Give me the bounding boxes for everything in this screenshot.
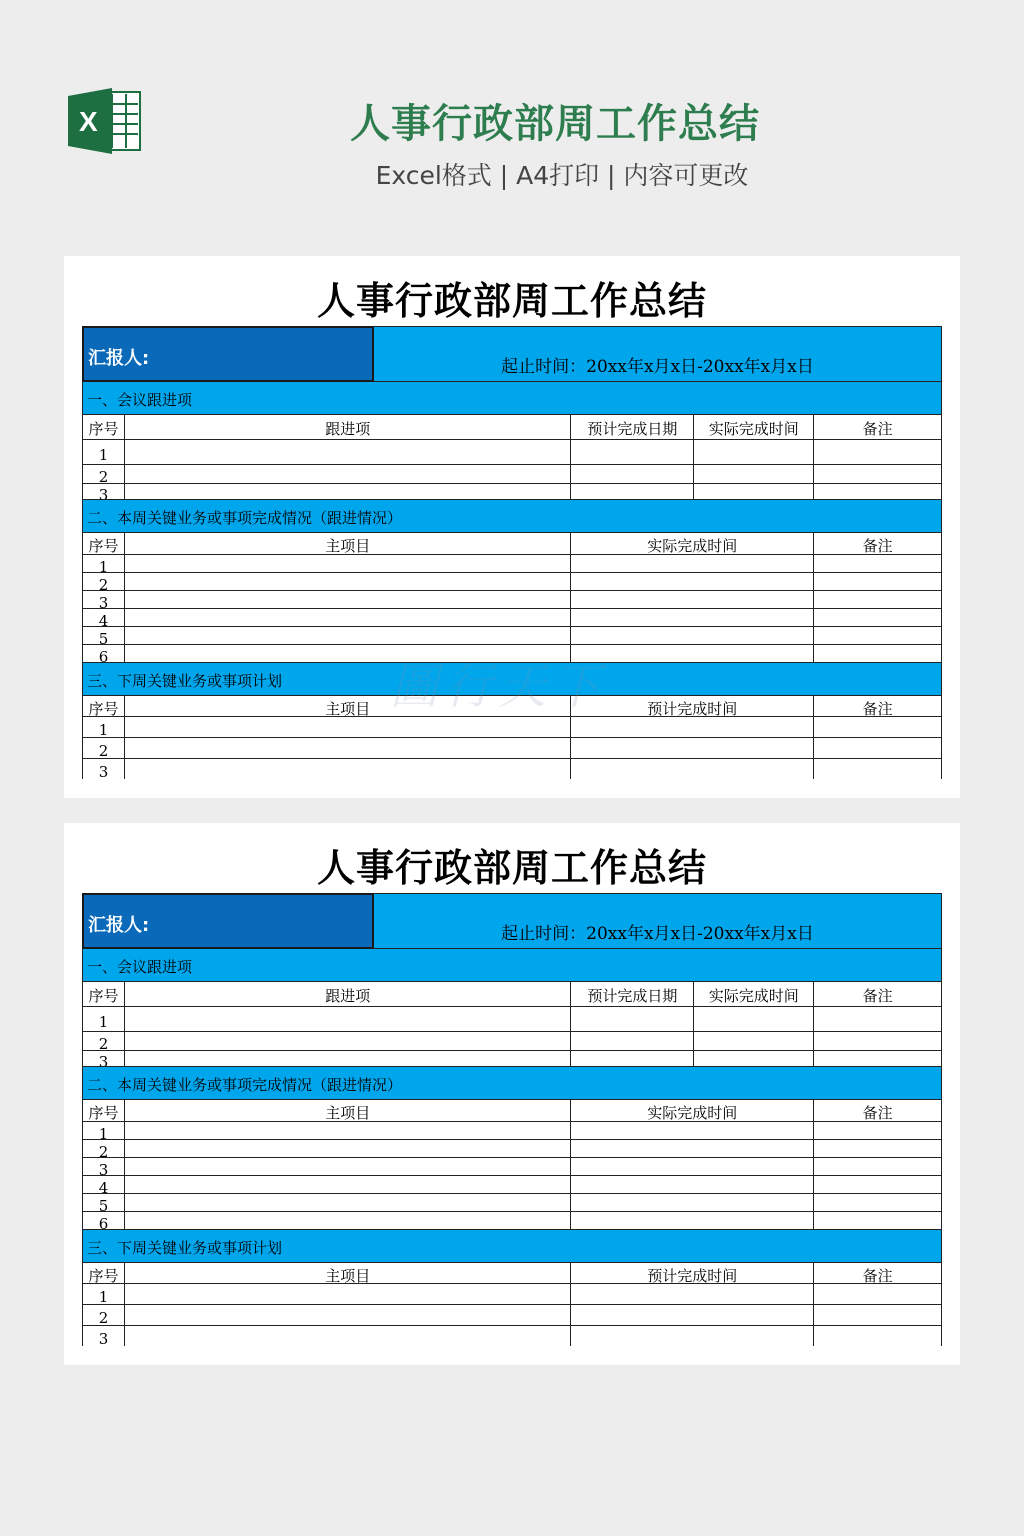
col-header: 序号 — [83, 532, 125, 555]
table-header — [82, 1099, 942, 1122]
table-row — [82, 1158, 942, 1176]
table-cell[interactable] — [125, 738, 571, 759]
table-cell[interactable] — [694, 1032, 814, 1051]
col-header: 序号 — [83, 695, 125, 717]
row-number: 2 — [83, 1032, 125, 1051]
table-cell[interactable] — [571, 1284, 814, 1305]
row-number: 2 — [83, 1305, 125, 1326]
table-cell[interactable] — [814, 1158, 942, 1176]
table-cell[interactable] — [571, 591, 814, 609]
table-cell[interactable] — [125, 1194, 571, 1212]
col-header: 主项目 — [125, 1099, 571, 1122]
row-number: 3 — [83, 759, 125, 779]
row-number: 3 — [83, 1051, 125, 1067]
section-title: 二、本周关键业务或事项完成情况（跟进情况） — [82, 500, 942, 532]
col-header: 备注 — [814, 981, 942, 1007]
table-cell[interactable] — [814, 440, 942, 465]
reporter-label[interactable]: 汇报人: — [82, 893, 374, 949]
col-header: 跟进项 — [125, 981, 571, 1007]
table-cell[interactable] — [571, 738, 814, 759]
table-header — [82, 414, 942, 440]
table-cell[interactable] — [125, 1051, 571, 1067]
table-cell[interactable] — [125, 717, 571, 738]
table-row — [82, 440, 942, 465]
table-cell[interactable] — [125, 609, 571, 627]
row-number: 1 — [83, 555, 125, 573]
table-row — [82, 573, 942, 591]
table-cell[interactable] — [571, 1122, 814, 1140]
col-header: 主项目 — [125, 532, 571, 555]
table-cell[interactable] — [125, 1284, 571, 1305]
sheet-title: 人事行政部周工作总结 — [316, 846, 707, 890]
table-cell[interactable] — [694, 484, 814, 500]
col-header: 实际完成时间 — [571, 532, 814, 555]
section-title: 三、下周关键业务或事项计划 — [82, 663, 942, 695]
table-cell[interactable] — [125, 1212, 571, 1230]
col-header: 预计完成时间 — [571, 695, 814, 717]
page-subtitle: Excel格式 | A4打印 | 内容可更改 — [375, 161, 749, 190]
table-row — [82, 1122, 942, 1140]
table-row — [82, 1051, 942, 1067]
table-cell[interactable] — [814, 1007, 942, 1032]
table-row — [82, 591, 942, 609]
reporter-row — [82, 893, 942, 949]
table-row — [82, 1194, 942, 1212]
table-cell[interactable] — [814, 1122, 942, 1140]
col-header: 序号 — [83, 981, 125, 1007]
table-cell[interactable] — [571, 1051, 694, 1067]
table-cell[interactable] — [571, 1176, 814, 1194]
col-header: 备注 — [814, 532, 942, 555]
table-cell[interactable] — [125, 465, 571, 484]
section-title: 三、下周关键业务或事项计划 — [82, 1230, 942, 1262]
table-cell[interactable] — [125, 573, 571, 591]
table-row — [82, 717, 942, 738]
table-cell[interactable] — [814, 591, 942, 609]
table-cell[interactable] — [814, 627, 942, 645]
table-cell[interactable] — [694, 465, 814, 484]
row-number: 3 — [83, 1326, 125, 1346]
table-cell[interactable] — [814, 1051, 942, 1067]
table-row — [82, 465, 942, 484]
row-number: 1 — [83, 440, 125, 465]
table-row — [82, 1007, 942, 1032]
table-cell[interactable] — [694, 1007, 814, 1032]
table-row — [82, 1176, 942, 1194]
col-header: 备注 — [814, 1099, 942, 1122]
table-cell[interactable] — [814, 555, 942, 573]
table-cell[interactable] — [571, 484, 694, 500]
table-cell[interactable] — [571, 1007, 694, 1032]
watermark: 圖行天下 — [390, 659, 607, 715]
row-number: 2 — [83, 1140, 125, 1158]
col-header: 备注 — [814, 1262, 942, 1284]
table-cell[interactable] — [125, 1032, 571, 1051]
row-number: 1 — [83, 1122, 125, 1140]
table-cell[interactable] — [571, 1326, 814, 1346]
table-header — [82, 532, 942, 555]
table-row — [82, 627, 942, 645]
table-cell[interactable] — [571, 717, 814, 738]
table-cell[interactable] — [571, 1194, 814, 1212]
col-header: 预计完成日期 — [571, 981, 694, 1007]
table-cell[interactable] — [814, 1305, 942, 1326]
excel-icon-letter: X — [79, 106, 98, 137]
table-cell[interactable] — [571, 627, 814, 645]
table-cell[interactable] — [814, 1194, 942, 1212]
table-cell[interactable] — [814, 645, 942, 663]
table-cell[interactable] — [694, 440, 814, 465]
table-cell[interactable] — [571, 759, 814, 779]
row-number: 3 — [83, 1158, 125, 1176]
table-cell[interactable] — [571, 440, 694, 465]
table-cell[interactable] — [571, 573, 814, 591]
section-title: 一、会议跟进项 — [82, 949, 942, 981]
table-cell[interactable] — [571, 1158, 814, 1176]
table-cell[interactable] — [125, 1176, 571, 1194]
table-row — [82, 1305, 942, 1326]
table-cell[interactable] — [125, 627, 571, 645]
table-cell[interactable] — [125, 555, 571, 573]
col-header: 实际完成时间 — [694, 414, 814, 440]
row-number: 1 — [83, 1284, 125, 1305]
table-cell[interactable] — [814, 1176, 942, 1194]
table-row — [82, 1140, 942, 1158]
table-cell[interactable] — [125, 591, 571, 609]
row-number: 2 — [83, 465, 125, 484]
table-cell[interactable] — [125, 440, 571, 465]
col-header: 跟进项 — [125, 414, 571, 440]
reporter-row — [82, 326, 942, 382]
col-header: 预计完成日期 — [571, 414, 694, 440]
table-cell[interactable] — [814, 1140, 942, 1158]
row-number: 5 — [83, 1194, 125, 1212]
sheet-preview-2 — [64, 823, 960, 1365]
row-number: 2 — [83, 738, 125, 759]
report-table — [82, 893, 942, 1346]
table-cell[interactable] — [125, 1140, 571, 1158]
table-cell[interactable] — [814, 717, 942, 738]
col-header: 备注 — [814, 414, 942, 440]
col-header: 序号 — [83, 1262, 125, 1284]
table-cell[interactable] — [571, 1032, 694, 1051]
table-row — [82, 1284, 942, 1305]
col-header: 主项目 — [125, 695, 571, 717]
row-number: 1 — [83, 1007, 125, 1032]
table-cell[interactable] — [814, 465, 942, 484]
table-cell[interactable] — [571, 1212, 814, 1230]
page-title: 人事行政部周工作总结 — [350, 101, 760, 147]
table-cell[interactable] — [125, 1122, 571, 1140]
table-cell[interactable] — [571, 1140, 814, 1158]
table-cell[interactable] — [571, 1305, 814, 1326]
row-number: 1 — [83, 717, 125, 738]
table-cell[interactable] — [571, 609, 814, 627]
row-number: 4 — [83, 609, 125, 627]
table-cell[interactable] — [125, 1305, 571, 1326]
section-title: 二、本周关键业务或事项完成情况（跟进情况） — [82, 1067, 942, 1099]
col-header: 实际完成时间 — [571, 1099, 814, 1122]
table-row — [82, 738, 942, 759]
row-number: 2 — [83, 573, 125, 591]
table-cell[interactable] — [814, 484, 942, 500]
table-row — [82, 1212, 942, 1230]
table-cell[interactable] — [694, 1051, 814, 1067]
col-header: 主项目 — [125, 1262, 571, 1284]
row-number: 3 — [83, 591, 125, 609]
table-cell[interactable] — [125, 1158, 571, 1176]
table-cell[interactable] — [125, 759, 571, 779]
row-number: 6 — [83, 1212, 125, 1230]
table-cell[interactable] — [814, 1284, 942, 1305]
table-cell[interactable] — [814, 1212, 942, 1230]
table-row — [82, 484, 942, 500]
table-row — [82, 1032, 942, 1051]
table-cell[interactable] — [571, 465, 694, 484]
sheet-title: 人事行政部周工作总结 — [316, 279, 707, 323]
table-cell[interactable] — [814, 759, 942, 779]
table-cell[interactable] — [814, 1032, 942, 1051]
col-header: 序号 — [83, 1099, 125, 1122]
table-header — [82, 981, 942, 1007]
reporter-label[interactable]: 汇报人: — [82, 326, 374, 382]
table-cell[interactable] — [125, 1326, 571, 1346]
table-cell[interactable] — [125, 484, 571, 500]
table-row — [82, 555, 942, 573]
table-cell[interactable] — [571, 555, 814, 573]
col-header: 备注 — [814, 695, 942, 717]
col-header: 实际完成时间 — [694, 981, 814, 1007]
period-range[interactable]: 起止时间：20xx年x月x日-20xx年x月x日 — [374, 326, 942, 382]
col-header: 序号 — [83, 414, 125, 440]
table-row — [82, 759, 942, 779]
period-range[interactable]: 起止时间：20xx年x月x日-20xx年x月x日 — [374, 893, 942, 949]
row-number: 3 — [83, 484, 125, 500]
row-number: 4 — [83, 1176, 125, 1194]
col-header: 预计完成时间 — [571, 1262, 814, 1284]
section-title: 一、会议跟进项 — [82, 382, 942, 414]
table-cell[interactable] — [571, 645, 814, 663]
row-number: 6 — [83, 645, 125, 663]
table-header — [82, 1262, 942, 1284]
table-cell[interactable] — [814, 573, 942, 591]
table-cell[interactable] — [814, 609, 942, 627]
table-row — [82, 1326, 942, 1346]
table-cell[interactable] — [814, 1326, 942, 1346]
table-cell[interactable] — [814, 738, 942, 759]
row-number: 5 — [83, 627, 125, 645]
table-cell[interactable] — [125, 1007, 571, 1032]
table-row — [82, 609, 942, 627]
